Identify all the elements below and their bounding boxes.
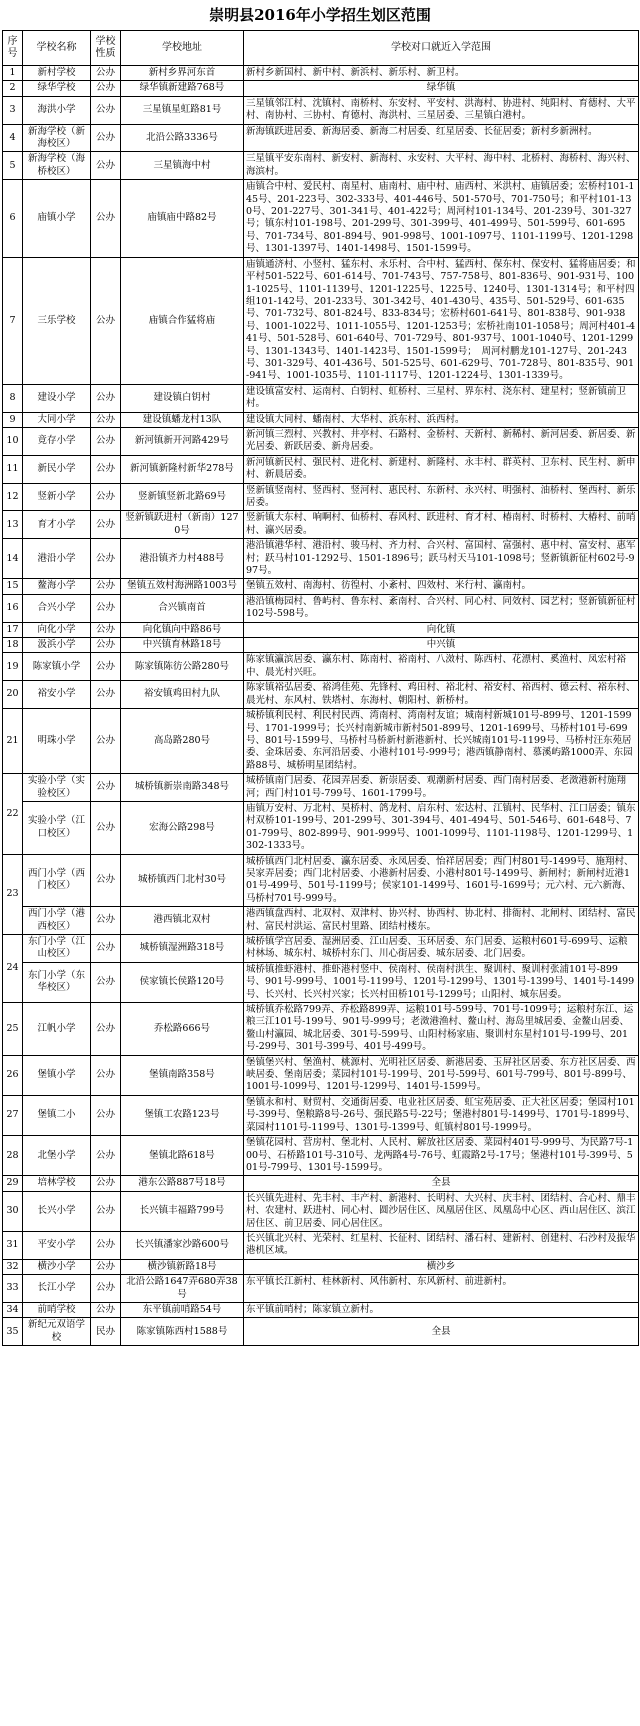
table-row [3, 709, 639, 774]
school-name: 实验小学（江口校区） [23, 801, 91, 854]
school-type: 公办 [91, 1302, 121, 1317]
table-row [3, 1191, 639, 1231]
school-name: 海洪小学 [23, 96, 91, 124]
table-row [3, 1136, 639, 1176]
school-address: 三星镇星虹路81号 [121, 96, 244, 124]
row-seq: 35 [3, 1318, 23, 1346]
school-name: 实验小学（实验校区） [23, 774, 91, 802]
school-name: 西门小学（西门校区） [23, 854, 91, 907]
table-row [3, 124, 639, 152]
row-seq: 10 [3, 427, 23, 455]
school-type: 公办 [91, 962, 121, 1002]
school-address: 新河镇新开河路429号 [121, 427, 244, 455]
school-type: 公办 [91, 1095, 121, 1135]
school-type: 公办 [91, 257, 121, 384]
enrollment-scope: 建设镇大同村、蟠南村、大华村、浜东村、浜西村。 [244, 412, 639, 427]
table-row [3, 412, 639, 427]
school-name: 陈家镇小学 [23, 653, 91, 681]
school-address: 堡镇工农路123号 [121, 1095, 244, 1135]
enrollment-scope: 长兴镇北兴村、光荣村、红星村、长征村、团结村、潘石村、建新村、创建村、石沙村及振华港机区域。 [244, 1231, 639, 1259]
table-header-row [3, 31, 639, 66]
school-name: 东门小学（江山校区） [23, 935, 91, 963]
table-body [3, 66, 639, 1346]
school-name: 长兴小学 [23, 1191, 91, 1231]
school-type: 民办 [91, 1318, 121, 1346]
school-address: 合兴镇南首 [121, 594, 244, 622]
school-type: 公办 [91, 935, 121, 963]
school-type: 公办 [91, 622, 121, 637]
row-seq: 2 [3, 81, 23, 96]
school-name: 北堡小学 [23, 1136, 91, 1176]
row-seq: 23 [3, 854, 23, 934]
page-title: 崇明县2016年小学招生划区范围 [209, 6, 431, 24]
enrollment-scope: 港沿镇港华村、港沿村、骏马村、齐力村、合兴村、富国村、富强村、惠中村、富安村、惠军村；跃马村101-1292号、1501-1896号；跃马村天马101-1098号；竖新镇新征村602号-997号。 [244, 539, 639, 579]
school-address: 陈家镇陈西村1588号 [121, 1318, 244, 1346]
school-name: 新纪元双语学校 [23, 1318, 91, 1346]
row-seq: 3 [3, 96, 23, 124]
school-type: 公办 [91, 1176, 121, 1191]
school-name: 向化小学 [23, 622, 91, 637]
enrollment-scope: 城桥镇乔松路799弄、乔松路899弄、运粮101号-599号、701号-1099号；运粮村东江、运粮三江101号-199号、901号-999号；老滧港渔村、鳌山村、海岛里城居委、金鳌山居委、鳌山村瀛园、城北居委、301号-599号、山阳村杨家庙、聚训村东星村101号-199号、201号-299号、301号-399号、401号-499号。 [244, 1003, 639, 1056]
row-seq: 22 [3, 774, 23, 854]
table-row [3, 801, 639, 854]
enrollment-scope: 庙镇万安村、万北村、昊桥村、鸽龙村、启东村、宏达村、江镇村、民华村、江口居委；镇东村双桥101-199号、201-299号、301-394号、401-494号、501-546号、601-648号、701-799号、802-899号、901-999号、1001-1099号、1101-1198号、1201-1299号、1302-1333号。 [244, 801, 639, 854]
school-name: 堡镇小学 [23, 1055, 91, 1095]
enrollment-scope: 城桥镇西门北村居委、瀛东居委、永凤居委、怡祥居居委；西门村801号-1499号、施翔村、吴家弄居委；西门北村居委、小港新村居委、小港村801号-1499号、新闸村；新闸村近港101号-499号、501号-1199号；侯家101-1499号、1601号-1699号；元六村、元六新海、马桥村701号-999号。 [244, 854, 639, 907]
enrollment-scope: 堡镇五效村、南海村、彷徨村、小紊村、四效村、米行村、瀛南村。 [244, 579, 639, 594]
row-seq: 12 [3, 483, 23, 511]
table-row [3, 653, 639, 681]
school-type: 公办 [91, 96, 121, 124]
row-seq: 32 [3, 1259, 23, 1274]
enrollment-scope: 绿华镇 [244, 81, 639, 96]
row-seq: 11 [3, 455, 23, 483]
row-seq: 18 [3, 638, 23, 653]
row-seq: 15 [3, 579, 23, 594]
school-address: 向化镇向中路86号 [121, 622, 244, 637]
school-name: 西门小学（港西校区） [23, 907, 91, 935]
table-row [3, 81, 639, 96]
school-address: 宏海公路298号 [121, 801, 244, 854]
school-name: 新海学校（海桥校区） [23, 152, 91, 180]
school-name: 明珠小学 [23, 709, 91, 774]
school-type: 公办 [91, 1231, 121, 1259]
school-address: 横沙镇新路18号 [121, 1259, 244, 1274]
school-address: 高岛路280号 [121, 709, 244, 774]
school-type: 公办 [91, 455, 121, 483]
school-name: 鳌海小学 [23, 579, 91, 594]
enrollment-scope: 城桥镇推虾港村、推虾港村竖中、侯南村、侯南村洪生、聚训村、聚训村张浦101号-899号、901号-999号、1001号-1199号、1201号-1299号、1301号-1399号、1401号-1499号、长兴村、长兴村兴家；长兴村田桥101号-1299号；山阳村、城东居委。 [244, 962, 639, 1002]
row-seq: 13 [3, 511, 23, 539]
table-row [3, 257, 639, 384]
enrollment-scope: 全县 [244, 1176, 639, 1191]
enrollment-scope: 中兴镇 [244, 638, 639, 653]
school-type: 公办 [91, 709, 121, 774]
school-type: 公办 [91, 180, 121, 257]
school-address: 港东公路887号18号 [121, 1176, 244, 1191]
enrollment-scope: 长兴镇先进村、先丰村、丰产村、新港村、长明村、大兴村、庆丰村、团结村、合心村、鼎丰村、农建村、跃进村、同心村、圆沙居住区、凤凰居住区、凤凰岛中心区、西山居住区、滨江居住区、前卫居委、同心居住区。 [244, 1191, 639, 1231]
enrollment-scope: 建设镇富安村、运南村、白钥村、虹桥村、三星村、界东村、浇东村、建星村；竖新镇前卫村。 [244, 384, 639, 412]
school-address: 裕安镇鸡田村九队 [121, 681, 244, 709]
row-seq: 6 [3, 180, 23, 257]
school-name: 竟存小学 [23, 427, 91, 455]
school-type: 公办 [91, 1191, 121, 1231]
table-row [3, 96, 639, 124]
row-seq: 7 [3, 257, 23, 384]
enrollment-scope: 向化镇 [244, 622, 639, 637]
enrollment-scope: 港西镇盘西村、北双村、双津村、协兴村、协西村、协北村、排衙村、北闸村、团结村、富民村、富民村洪运、富民村里路、团结村楼东。 [244, 907, 639, 935]
enrollment-scope: 港沿镇梅园村、鲁屿村、鲁东村、紊南村、合兴村、同心村、同效村、园艺村；竖新镇新征村102号-598号。 [244, 594, 639, 622]
enrollment-table [2, 30, 639, 1346]
row-seq: 30 [3, 1191, 23, 1231]
table-row [3, 1095, 639, 1135]
row-seq: 28 [3, 1136, 23, 1176]
school-name: 港沿小学 [23, 539, 91, 579]
enrollment-scope: 庙镇合中村、爱民村、南星村、庙南村、庙中村、庙西村、米洪村、庙镇居委；宏桥村101-145号、201-223号、302-333号、401-446号、501-570号、701-750号；和平村101-130号、201-227号、301-341号、401-422号；周河村101-134号、201-239号、301-327号；镇东村101-198号、201-299号、301-399号、401-499号、501-599号、601-695号、701-734号、801-894号、901-998号、1001-1097号、1101-1199号、1201-1298号、1301-1397号、1401-1498号、1501-1599号。 [244, 180, 639, 257]
table-row [3, 907, 639, 935]
school-type: 公办 [91, 1055, 121, 1095]
school-type: 公办 [91, 1136, 121, 1176]
enrollment-scope: 堡镇永和村、财贸村、交通街居委、电业社区居委、虹宝苑居委、正大社区居委；堡园村101号-399号、堡粮路8号-26号、强民路5号-22号；堡港村801号-1499号、1701号-1899号、菜园村1101号-1199号、1301号-1399号、虹镇村801号-1999号。 [244, 1095, 639, 1135]
school-address: 庙镇庙中路82号 [121, 180, 244, 257]
school-name: 竖新小学 [23, 483, 91, 511]
school-address: 陈家镇陈彷公路280号 [121, 653, 244, 681]
row-seq: 27 [3, 1095, 23, 1135]
enrollment-scope: 新河镇三烈村、兴教村、井亭村、石路村、金桥村、天新村、新稀村、新河居委、新居委、新光居委、新跃居委、新舟居委。 [244, 427, 639, 455]
enrollment-scope: 城桥镇学宫居委、湿洲居委、江山居委、玉环居委、东门居委、运粮村601号-699号、运粮村林场、城东村、城桥村东门、川心街居委、城东居委、北门居委。 [244, 935, 639, 963]
school-name: 新海学校（新海校区） [23, 124, 91, 152]
enrollment-scope: 城桥镇南门居委、花园弄居委、新崇居委、观潮新村居委、西门南村居委、老滧港新村施翔河；西门村101号-799号、1601-1799号。 [244, 774, 639, 802]
school-address: 三星镇海中村 [121, 152, 244, 180]
table-row [3, 180, 639, 257]
school-address: 城桥镇新崇南路348号 [121, 774, 244, 802]
school-type: 公办 [91, 152, 121, 180]
table-row [3, 1055, 639, 1095]
table-row [3, 1302, 639, 1317]
school-name: 新村学校 [23, 66, 91, 81]
school-type: 公办 [91, 594, 121, 622]
row-seq: 34 [3, 1302, 23, 1317]
school-type: 公办 [91, 1003, 121, 1056]
school-address: 港沿镇齐力村488号 [121, 539, 244, 579]
table-row [3, 384, 639, 412]
header-name: 学校名称 [23, 31, 91, 66]
school-type: 公办 [91, 854, 121, 907]
school-name: 长江小学 [23, 1275, 91, 1303]
row-seq: 21 [3, 709, 23, 774]
enrollment-scope: 竖新镇大东村、响啊村、仙桥村、春风村、跃进村、育才村、椿南村、时桥村、大椿村、前哨村、瀛兴居委。 [244, 511, 639, 539]
enrollment-scope: 全县 [244, 1318, 639, 1346]
school-type: 公办 [91, 66, 121, 81]
school-name: 合兴小学 [23, 594, 91, 622]
school-address: 新村乡界河东首 [121, 66, 244, 81]
row-seq: 31 [3, 1231, 23, 1259]
enrollment-scope: 堡镇花园村、营房村、堡北村、人民村、解放社区居委、菜园村401号-999号、为民路7号-100号、石桥路101号-310号、龙两路4号-76号、虹霞路2号-17号；堡港村101号-399号、501号-799号、1301号-1599号。 [244, 1136, 639, 1176]
table-row [3, 638, 639, 653]
school-address: 建设镇白钥村 [121, 384, 244, 412]
row-seq: 4 [3, 124, 23, 152]
table-row [3, 539, 639, 579]
table-row [3, 594, 639, 622]
school-type: 公办 [91, 427, 121, 455]
row-seq: 5 [3, 152, 23, 180]
school-address: 建设镇蟠龙村13队 [121, 412, 244, 427]
enrollment-scope: 新村乡新国村、新中村、新浜村、新乐村、新卫村。 [244, 66, 639, 81]
enrollment-scope: 三星镇平安东南村、新安村、新海村、永安村、大平村、海中村、北桥村、海桥村、海兴村、海滨村。 [244, 152, 639, 180]
school-address: 港西镇北双村 [121, 907, 244, 935]
table-row [3, 1259, 639, 1274]
school-type: 公办 [91, 579, 121, 594]
school-type: 公办 [91, 801, 121, 854]
school-address: 堡镇南路358号 [121, 1055, 244, 1095]
table-row [3, 152, 639, 180]
school-address: 北沿公路1647弄680弄38号 [121, 1275, 244, 1303]
school-address: 竖新镇竖新北路69号 [121, 483, 244, 511]
table-row [3, 681, 639, 709]
header-scope: 学校对口就近入学范围 [244, 31, 639, 66]
school-name: 裕安小学 [23, 681, 91, 709]
school-type: 公办 [91, 81, 121, 96]
school-name: 建设小学 [23, 384, 91, 412]
school-address: 堡镇北路618号 [121, 1136, 244, 1176]
row-seq: 14 [3, 539, 23, 579]
school-type: 公办 [91, 511, 121, 539]
school-address: 北沿公路3336号 [121, 124, 244, 152]
row-seq: 20 [3, 681, 23, 709]
enrollment-scope: 陈家镇裕弘居委、裕鸿佳苑、先锋村、鸡田村、裕北村、裕安村、裕西村、德云村、裕东村、晨光村、东风村、铁塔村、东海村、朝阳村、新桥村。 [244, 681, 639, 709]
school-address: 长兴镇潘家沙路600号 [121, 1231, 244, 1259]
row-seq: 19 [3, 653, 23, 681]
row-seq: 1 [3, 66, 23, 81]
school-type: 公办 [91, 539, 121, 579]
enrollment-scope: 东平镇长江新村、桂林新村、风伟新村、东风新村、前进新村。 [244, 1275, 639, 1303]
table-row [3, 455, 639, 483]
header-type: 学校性质 [91, 31, 121, 66]
enrollment-scope: 东平镇前哨村；陈家镇立新村。 [244, 1302, 639, 1317]
enrollment-scope: 城桥镇利民村、利民村民西、湾南村、湾南村友谊；城南村新城101号-899号、1201-1599号、1701-1999号；长兴村南新城市新村501-899号、1201-1699号、马桥村101号-699号、801号-1599号、马桥村马桥新村新港新村、长兴城南101号-1199号、马桥村汪东苑居委、金珠居委、东河沿居委、小港村101号-999号；港西镇静南村、慕溪屿路1000弄、东园路88号、城桥明星团结村。 [244, 709, 639, 774]
table-row [3, 935, 639, 963]
school-name: 汲浜小学 [23, 638, 91, 653]
enrollment-scope: 堡镇堡兴村、堡渔村、桃源村、光明社区居委、新港居委、玉屏社区居委、东方社区居委、西峡居委、堡南居委；菜园村101号-199号、201号-599号、601号-799号、801号-899号、1001号-1099号、1201号-1299号、1401号-1599号。 [244, 1055, 639, 1095]
school-type: 公办 [91, 384, 121, 412]
school-type: 公办 [91, 638, 121, 653]
school-address: 城桥镇西门北村30号 [121, 854, 244, 907]
school-name: 江帆小学 [23, 1003, 91, 1056]
school-address: 东平镇前哨路54号 [121, 1302, 244, 1317]
row-seq: 16 [3, 594, 23, 622]
school-address: 竖新镇跃进村（新南）1270号 [121, 511, 244, 539]
table-row [3, 774, 639, 802]
school-name: 庙镇小学 [23, 180, 91, 257]
table-row [3, 1231, 639, 1259]
school-address: 乔松路666号 [121, 1003, 244, 1056]
school-type: 公办 [91, 412, 121, 427]
school-name: 前哨学校 [23, 1302, 91, 1317]
school-type: 公办 [91, 483, 121, 511]
table-row [3, 511, 639, 539]
table-row [3, 1275, 639, 1303]
table-row [3, 854, 639, 907]
school-name: 大同小学 [23, 412, 91, 427]
school-name: 横沙小学 [23, 1259, 91, 1274]
school-address: 中兴镇育林路18号 [121, 638, 244, 653]
row-seq: 8 [3, 384, 23, 412]
enrollment-scope: 陈家镇瀛滨居委、瀛东村、陈南村、裕南村、八滧村、陈西村、花漂村、奚渔村、凤宏村裕中、晨光村兴旺。 [244, 653, 639, 681]
school-type: 公办 [91, 124, 121, 152]
enrollment-scope: 竖新镇竖南村、竖西村、竖河村、惠民村、东新村、永兴村、明强村、油桥村、堡西村、新乐居委。 [244, 483, 639, 511]
school-name: 平安小学 [23, 1231, 91, 1259]
school-type: 公办 [91, 1259, 121, 1274]
school-address: 堡镇五效村海洲路1003号 [121, 579, 244, 594]
school-name: 绿华学校 [23, 81, 91, 96]
school-name: 三乐学校 [23, 257, 91, 384]
table-row [3, 579, 639, 594]
enrollment-scope: 新河镇新民村、强民村、进化村、新建村、新隆村、永丰村、群英村、卫东村、民生村、新申村、新晨居委。 [244, 455, 639, 483]
school-address: 新河镇新隆村新华278号 [121, 455, 244, 483]
table-row [3, 1176, 639, 1191]
enrollment-scope: 新海镇跃进居委、新海居委、新海二村居委、红星居委、长征居委；新村乡新洲村。 [244, 124, 639, 152]
table-row [3, 962, 639, 1002]
school-type: 公办 [91, 653, 121, 681]
school-type: 公办 [91, 907, 121, 935]
table-row [3, 1003, 639, 1056]
school-address: 绿华镇新建路768号 [121, 81, 244, 96]
table-row [3, 622, 639, 637]
school-name: 东门小学（东华校区） [23, 962, 91, 1002]
table-row [3, 427, 639, 455]
enrollment-scope: 三星镇邻江村、沈镇村、南桥村、东安村、平安村、洪海村、协进村、纯阳村、育德村、大平村、南协村、三协村、育德村、海洪村、三星居委、三星镇白港村。 [244, 96, 639, 124]
header-seq: 序号 [3, 31, 23, 66]
school-name: 培林学校 [23, 1176, 91, 1191]
school-name: 育才小学 [23, 511, 91, 539]
school-type: 公办 [91, 1275, 121, 1303]
row-seq: 24 [3, 935, 23, 1003]
enrollment-scope: 横沙乡 [244, 1259, 639, 1274]
table-row [3, 1318, 639, 1346]
row-seq: 26 [3, 1055, 23, 1095]
school-type: 公办 [91, 681, 121, 709]
table-row [3, 483, 639, 511]
header-address: 学校地址 [121, 31, 244, 66]
school-name: 堡镇二小 [23, 1095, 91, 1135]
row-seq: 33 [3, 1275, 23, 1303]
school-type: 公办 [91, 774, 121, 802]
school-address: 长兴镇丰福路799号 [121, 1191, 244, 1231]
school-name: 新民小学 [23, 455, 91, 483]
school-address: 庙镇合作猛将庙 [121, 257, 244, 384]
school-address: 侯家镇长侯路120号 [121, 962, 244, 1002]
row-seq: 29 [3, 1176, 23, 1191]
table-row [3, 66, 639, 81]
row-seq: 9 [3, 412, 23, 427]
row-seq: 25 [3, 1003, 23, 1056]
school-address: 城桥镇湿洲路318号 [121, 935, 244, 963]
enrollment-scope: 庙镇通济村、小竖村、猛东村、永乐村、合中村、猛西村、保东村、保安村、猛将庙居委；和平村501-522号、601-614号、701-743号、757-758号、801-836号、901-931号、1001-1025号、1101-1139号、1201-1225号、1225号、1240号、1301-1314号；和平村四组101-142号、201-233号、301-342号、401-430号、435号、501-529号、601-635号、701-732号、801-824号、833-834号；宏桥村601-641号、801-838号、901-938号、1001-1022号、1011-1055号、1201-1253号；宏桥社南101-1058号；周河村401-441号、501-528号、601-640号、701-729号、801-937号、1001-1040号、1201-1299号、1301-1343号、1401-1423号、1501-1599号； 周河村鹏龙101-127号、201-243号、301-329号、401-436号、501-525号、601-629号、701-728号、801-835号、901-941号、1001-1035号、1101-1117号、1201-1224号、1301-1339号。 [244, 257, 639, 384]
row-seq: 17 [3, 622, 23, 637]
